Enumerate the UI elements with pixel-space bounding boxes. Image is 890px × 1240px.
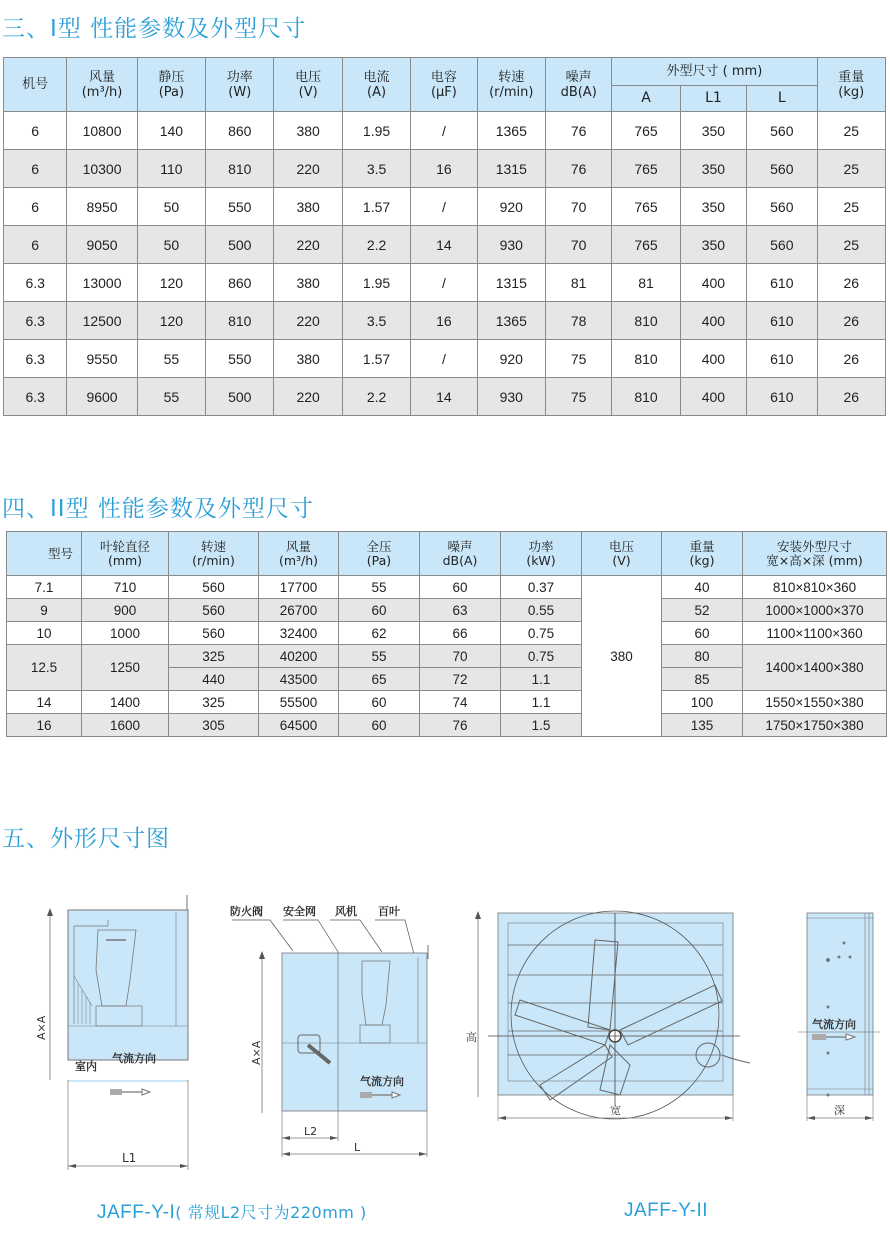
diagram-jaff-y-i-side <box>30 890 210 1080</box>
header-voltage: 电压 (V) <box>274 58 342 112</box>
table-row: 7.1 710 560 17700 55 60 0.37 380 40 810×810×360 <box>7 576 887 599</box>
table-row: 6.3 9600 55 500 220 2.2 14 930 75 810 400 610 26 <box>4 378 886 416</box>
table-row: 12.5 1250 325 40200 55 70 0.75 80 1400×1400×380 <box>7 645 887 668</box>
svg-text:气流方向: 气流方向 <box>812 1018 856 1031</box>
svg-text:A×A: A×A <box>250 1040 263 1065</box>
diagram-jaff-y-i-assembly <box>210 895 440 1185</box>
header-dim-l1: L1 <box>680 86 746 112</box>
header-dimensions: 外型尺寸 ( mm) <box>612 58 817 86</box>
header-weight: 重量 (kg) <box>817 58 886 112</box>
header-airflow: 风量 (m³/h) <box>259 532 339 576</box>
table-row: 9 900 560 26700 60 63 0.55 52 1000×1000×370 <box>7 599 887 622</box>
table-row: 6.3 9550 55 550 380 1.57 / 920 75 810 400 610 26 <box>4 340 886 378</box>
table-row: 6 9050 50 500 220 2.2 14 930 70 765 350 560 25 <box>4 226 886 264</box>
svg-text:室内: 室内 <box>75 1060 97 1073</box>
caption-jaff-y-ii: JAFF-Y-II <box>624 1200 709 1221</box>
header-current: 电流 (A) <box>342 58 410 112</box>
header-dim-l: L <box>747 86 817 112</box>
svg-text:深: 深 <box>834 1104 845 1117</box>
diagram-jaff-y-i-bottom <box>30 1080 210 1180</box>
table-row: 6 8950 50 550 380 1.57 / 920 70 765 350 560 25 <box>4 188 886 226</box>
header-voltage: 电压 (V) <box>582 532 662 576</box>
svg-text:气流方向: 气流方向 <box>112 1052 156 1065</box>
svg-text:百叶: 百叶 <box>378 905 400 918</box>
table-row: 440 43500 65 72 1.1 85 <box>7 668 887 691</box>
table-row: 6.3 12500 120 810 220 3.5 16 1365 78 810 400 610 26 <box>4 302 886 340</box>
header-noise: 噪声 dB(A) <box>420 532 501 576</box>
svg-text:风机: 风机 <box>335 905 357 918</box>
header-impeller: 叶轮直径 (mm) <box>82 532 169 576</box>
header-speed: 转速 (r/min) <box>477 58 545 112</box>
type1-spec-table <box>3 57 886 416</box>
svg-text:防火阀: 防火阀 <box>230 905 263 918</box>
header-airflow: 风量 (m³/h) <box>67 58 137 112</box>
svg-text:L2: L2 <box>304 1125 318 1138</box>
table-row: 6 10300 110 810 220 3.5 16 1315 76 765 350 560 25 <box>4 150 886 188</box>
svg-text:安全网: 安全网 <box>283 905 316 918</box>
type2-spec-table <box>6 531 887 737</box>
svg-text:气流方向: 气流方向 <box>360 1075 404 1088</box>
header-power: 功率 (W) <box>206 58 274 112</box>
diagram-jaff-y-ii-side <box>780 905 890 1180</box>
header-model: 机号 <box>4 58 67 112</box>
header-weight: 重量 (kg) <box>662 532 743 576</box>
table-row: 6.3 13000 120 860 380 1.95 / 1315 81 81 400 610 26 <box>4 264 886 302</box>
caption-jaff-y-i: JAFF-Y-I( 常规L2尺寸为220mm ) <box>97 1202 367 1223</box>
section3-title: 三、I型 性能参数及外型尺寸 <box>2 16 307 42</box>
svg-text:宽: 宽 <box>610 1104 621 1117</box>
diagram-jaff-y-ii-front <box>460 905 760 1180</box>
section5-title: 五、外形尺寸图 <box>2 826 170 852</box>
header-capacitance: 电容 (μF) <box>411 58 477 112</box>
header-speed: 转速 (r/min) <box>169 532 259 576</box>
table-row: 10 1000 560 32400 62 66 0.75 60 1100×1100×360 <box>7 622 887 645</box>
svg-text:L1: L1 <box>122 1151 137 1165</box>
header-model: 型号 <box>7 532 82 576</box>
header-power: 功率 (kW) <box>501 532 582 576</box>
voltage-merged-cell: 380 <box>582 576 662 737</box>
header-total-pressure: 全压 (Pa) <box>339 532 420 576</box>
header-noise: 噪声 dB(A) <box>545 58 611 112</box>
svg-text:高: 高 <box>466 1031 477 1044</box>
section4-title: 四、II型 性能参数及外型尺寸 <box>2 496 314 522</box>
table-row: 14 1400 325 55500 60 74 1.1 100 1550×1550×380 <box>7 691 887 714</box>
table-row: 6 10800 140 860 380 1.95 / 1365 76 765 350 560 25 <box>4 112 886 150</box>
header-static-pressure: 静压 (Pa) <box>137 58 205 112</box>
table-row: 16 1600 305 64500 60 76 1.5 135 1750×1750×380 <box>7 714 887 737</box>
svg-text:A×A: A×A <box>35 1015 48 1040</box>
svg-text:L: L <box>354 1141 361 1154</box>
header-dim-a: A <box>612 86 680 112</box>
header-install-dims: 安装外型尺寸 宽×高×深 (mm) <box>743 532 887 576</box>
